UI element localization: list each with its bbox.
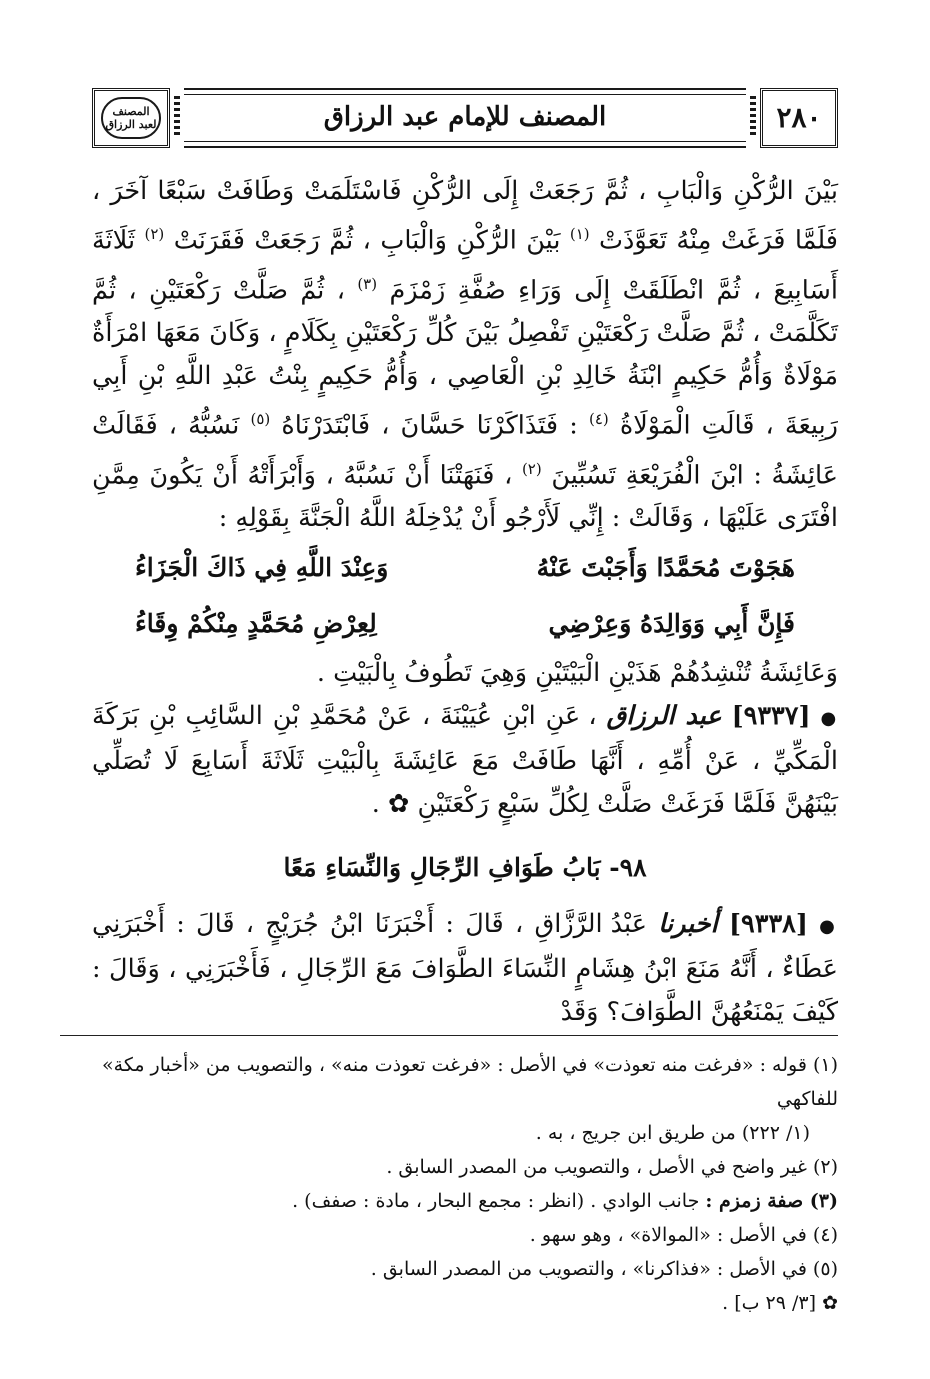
poem-verse <box>135 596 795 652</box>
hadith-entry: ● [٩٣٣٨] أخبرنا عَبْدُ الرَّزَّاقِ ، قَالَ : أَخْبَرَنَا ابْنُ جُرَيْجٍ ، قَالَ : أَخْبَرَنِي عَطَاءٌ ، أَنَّهُ مَنَعَ ابْنُ هِشَامٍ النِّسَاءَ الطَّوَافَ مَعَ الرِّجَالِ ، فَأَخْبَرَنِي ، وَقَالَ : كَيْفَ يَمْنَعُهُنَّ الطَّوَافَ؟ وَقَدْ <box>92 909 839 1027</box>
footnote-ref[interactable]: (٥) <box>250 410 271 428</box>
bullet-icon: ● <box>820 708 838 729</box>
hemistich-first: هَجَوْتَ مُحَمَّدًا وَأَجَبْتَ عَنْهُ <box>536 553 795 582</box>
running-title: المصنف للإمام عبد الرزاق <box>323 102 607 132</box>
hemistich-second: وَعِنْدَ اللَّهِ فِي ذَاكَ الْجَزَاءُ <box>135 553 389 582</box>
footnote-ref[interactable]: (٣) <box>357 274 378 293</box>
bullet-icon: ● <box>819 916 839 937</box>
entry-author: عبد الرزاق <box>606 701 722 731</box>
footnotes <box>92 1048 838 1320</box>
poem <box>135 540 795 652</box>
seal-line-1: المصنف <box>112 105 150 118</box>
footnote-4: (٤) في الأصل : «الموالاة» ، وهو سهو . <box>529 1224 838 1246</box>
manuscript-marker: ✿ . <box>371 789 410 819</box>
hemistich-second: لِعِرْضِ مُحَمَّدٍ مِنْكُمْ وِقَاءُ <box>135 609 377 638</box>
footnote-5: (٥) في الأصل : «فذاكرنا» ، والتصويب من المصدر السابق . <box>370 1258 838 1280</box>
footnote-ref[interactable]: (٢) <box>144 225 165 243</box>
hemistich-first: فَإِنَّ أَبِي وَوَالِدَهُ وَعِرْضِي <box>548 609 795 638</box>
page-number: ٢٨٠ <box>776 101 822 134</box>
footnote-ref[interactable]: (٤) <box>588 410 609 428</box>
paragraph: بَيْنَ الرُّكْنِ وَالْبَابِ ، ثُمَّ رَجَعَتْ إِلَى الرُّكْنِ فَاسْتَلَمَتْ وَطَافَتْ سَبْعًا آخَرَ ، فَلَمَّا فَرَغَتْ مِنْهُ تَعَوَّذَتْ $^{(١)}$ بَيْنَ الرُّكْنِ وَالْبَابِ ، ثُمَّ رَجَعَتْ فَقَرَنَتْ $^{(٢)}$ ثَلَاثَةَ أَسَابِيعَ ، ثُمَّ انْطَلَقَتْ إِلَى وَرَاءِ صُفَّةِ زَمْزَمَ $^{(٣)}$ ، ثُمَّ صَلَّتْ رَكْعَتَيْنِ ، ثُمَّ تَكَلَّمَتْ ، ثُمَّ صَلَّتْ رَكْعَتَيْنِ تَفْصِلُ بَيْنَ كُلِّ رَكْعَتَيْنِ بِكَلَامٍ ، وَكَانَ مَعَهَا امْرَأَةٌ مَوْلَاةٌ وَأُمُّ حَكِيمٍ ابْنَةُ خَالِدِ بْنِ الْعَاصِي ، وَأُمُّ حَكِيمٍ بِنْتُ عَبْدِ اللَّهِ بْنِ أَبِي رَبِيعَةَ ، قَالَتِ الْمَوْلَاةُ $^{(٤)}$ : فَتَذَاكَرْنَا حَسَّانَ ، فَابْتَدَرْنَاهُ $^{(٥)}$ نَسُبُّهُ ، فَقَالَتْ عَائِشَةُ : ابْنَ الْفُرَيْعَةِ تَسُبِّينَ $^{(٢)}$ ، فَنَهَتْنَا أَنْ نَسُبَّهُ ، وَأَبْرَأَتْهُ أَنْ يَكُونَ مِمَّنِ افْتَرَى عَلَيْهَا ، وَقَالَتْ : إِنِّي لَأَرْجُو أَنْ يُدْخِلَهُ اللَّهُ الْجَنَّةَ بِقَوْلِهِ : <box>92 176 839 533</box>
footnote-3: (٣) صفة زمزم : جانب الوادي . (انظر : مجمع البحار ، مادة : صفف) . <box>292 1190 838 1212</box>
footnote-ref[interactable]: (٢) <box>521 459 542 478</box>
header-logo-frame <box>92 88 170 148</box>
seal-line-2: لعبد الرزاق <box>105 118 157 131</box>
header-page-number-frame <box>760 88 838 148</box>
footnote-divider <box>60 1035 838 1036</box>
page-header <box>92 88 838 148</box>
book-seal-logo <box>101 97 161 139</box>
paragraph: وَعَائِشَةُ تُنْشِدُهُمْ هَذَيْنِ الْبَيْتَيْنِ وَهِيَ تَطُوفُ بِالْبَيْتِ . <box>316 658 838 688</box>
footnote-2: (٢) غير واضح في الأصل ، والتصويب من المصدر السابق . <box>386 1156 838 1178</box>
entry-number: [٩٣٣٧] <box>731 701 811 731</box>
poem-verse <box>135 540 795 596</box>
chapter-heading: ٩٨- بَابُ طَوَافِ الرِّجَالِ وَالنِّسَاءِ مَعًا <box>283 853 647 882</box>
main-text <box>92 170 838 1034</box>
footnote-ref[interactable]: (١) <box>569 225 590 243</box>
footnote-1: (١) قوله : «فرغت منه تعوذت» في الأصل : «فرغت تعوذت منه» ، والتصويب من «أخبار مكة» للفاكهي <box>102 1054 838 1110</box>
header-title-band <box>184 88 746 148</box>
footnote-1-continued: (١/ ٢٢٢) من طريق ابن جريج ، به . <box>535 1122 810 1144</box>
entry-author: أخبرنا <box>658 909 718 939</box>
entry-number: [٩٣٣٨] <box>728 909 808 939</box>
ornament-icon <box>174 96 180 136</box>
ornament-icon <box>750 96 756 136</box>
hadith-entry: ● [٩٣٣٧] عبد الرزاق ، عَنِ ابْنِ عُيَيْنَةَ ، عَنْ مُحَمَّدِ بْنِ السَّائِبِ بْنِ بَرَكَةَ الْمَكِّيِّ ، عَنْ أُمِّهِ ، أَنَّهَا طَافَتْ مَعَ عَائِشَةَ بِالْبَيْتِ ثَلَاثَةَ أَسَابِعَ لَا تُصَلِّي بَيْنَهُنَّ فَلَمَّا فَرَغَتْ صَلَّتْ لِكُلِّ سَبْعٍ رَكْعَتَيْنِ ✿ . <box>92 701 838 819</box>
manuscript-reference: ✿ [٣/ ٢٩ ب] . <box>722 1292 838 1314</box>
